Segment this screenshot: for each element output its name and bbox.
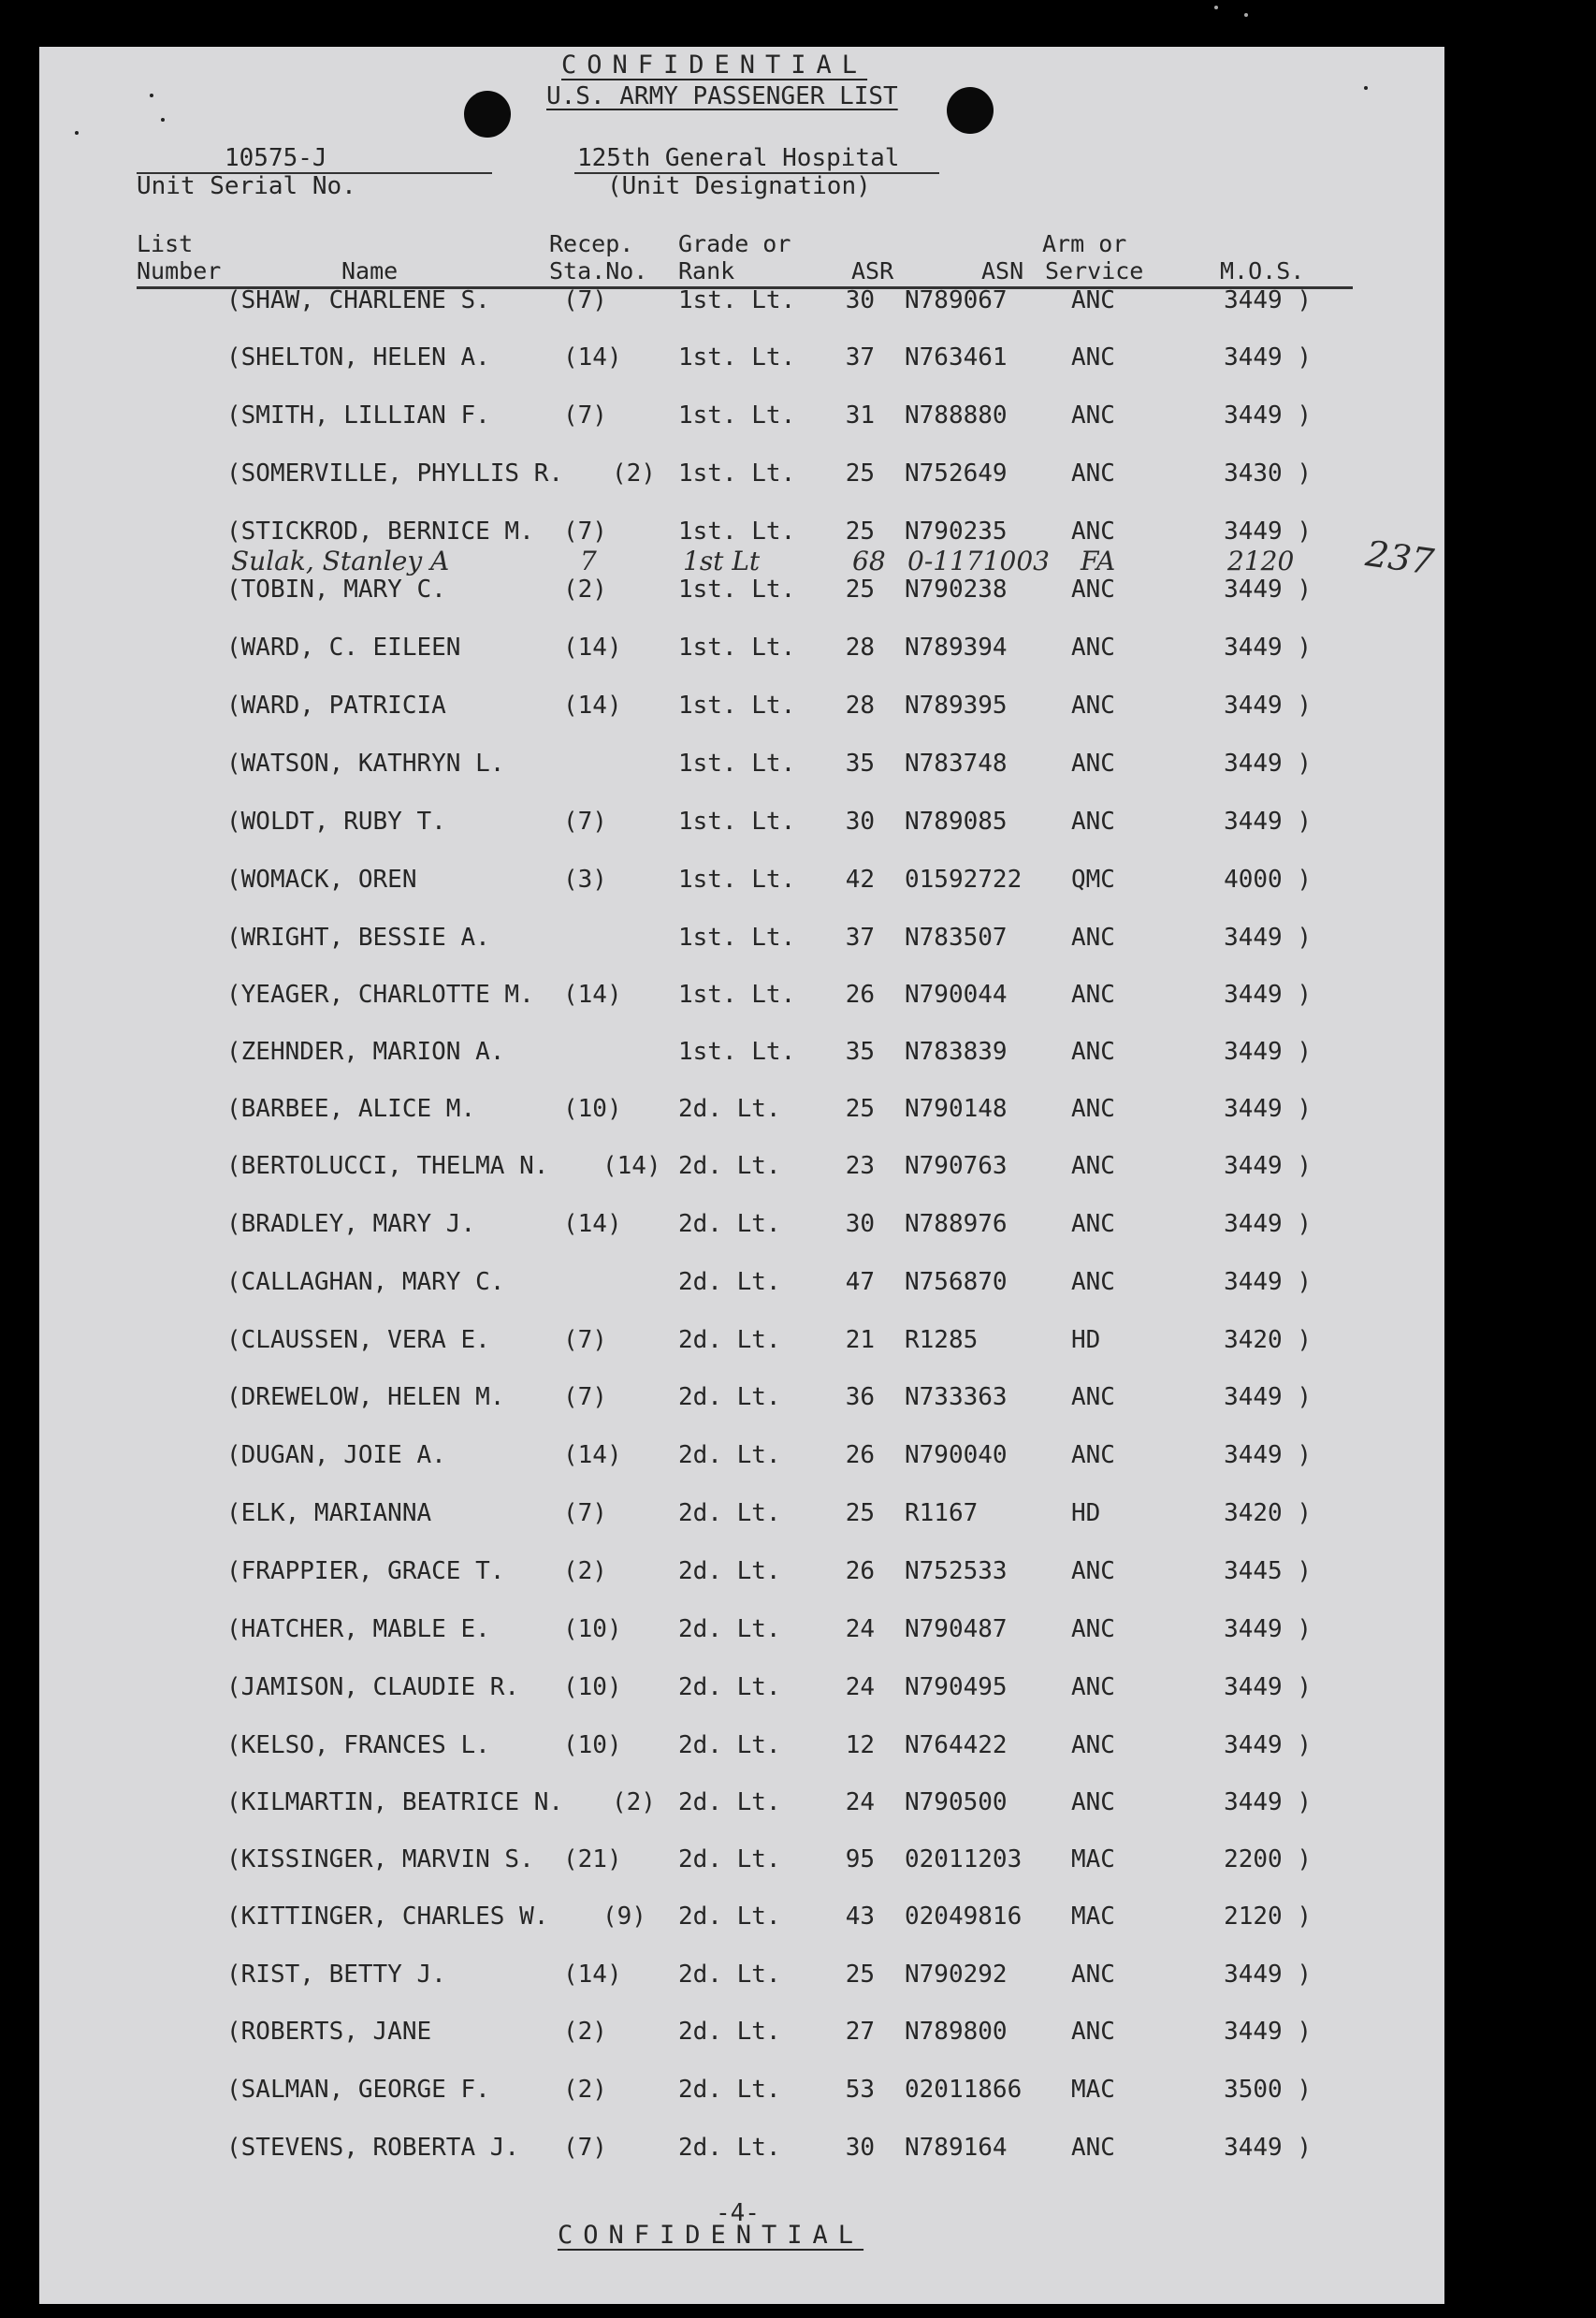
mos-code: 3449 ) (1224, 576, 1312, 604)
col-list-number-line2: Number (137, 257, 222, 284)
rank: 1st. Lt. (678, 750, 796, 778)
asr-score: 25 (845, 1961, 875, 1989)
asn-number: N790235 (905, 518, 1008, 546)
hand-rank: 1st Lt (683, 546, 761, 576)
arm-service: ANC (1071, 808, 1115, 836)
passenger-name: (BERTOLUCCI, THELMA N. (226, 1152, 549, 1180)
rank: 2d. Lt. (678, 1788, 781, 1816)
asr-score: 25 (845, 576, 875, 604)
rank: 2d. Lt. (678, 1615, 781, 1643)
table-row (39, 2076, 1444, 2113)
margin-number: 237 (1363, 532, 1437, 583)
reception-station: (10) (563, 1095, 622, 1123)
reception-station: (3) (563, 866, 607, 894)
mos-code: 2120 ) (1224, 1903, 1312, 1931)
col-arm-line2: Service (1045, 257, 1144, 284)
table-row (39, 1673, 1444, 1711)
passenger-name: (WOMACK, OREN (226, 866, 417, 894)
mos-code: 4000 ) (1224, 866, 1312, 894)
mos-code: 3449 ) (1224, 808, 1312, 836)
passenger-name: (STEVENS, ROBERTA J. (226, 2134, 520, 2162)
arm-service: ANC (1071, 459, 1115, 488)
table-row (39, 1210, 1444, 1247)
arm-service: ANC (1071, 286, 1115, 314)
asr-score: 35 (845, 1038, 875, 1066)
table-row (39, 1326, 1444, 1363)
rank: 1st. Lt. (678, 808, 796, 836)
table-row (39, 286, 1444, 324)
reception-station: (14) (602, 1152, 661, 1180)
asr-score: 21 (845, 1326, 875, 1354)
arm-service: ANC (1071, 576, 1115, 604)
passenger-name: (KISSINGER, MARVIN S. (226, 1845, 534, 1873)
passenger-name: (STICKROD, BERNICE M. (226, 518, 534, 546)
arm-service: MAC (1071, 2076, 1115, 2104)
asr-score: 35 (845, 750, 875, 778)
rank: 2d. Lt. (678, 1557, 781, 1585)
rank: 1st. Lt. (678, 286, 796, 314)
col-asn: ASN (981, 257, 1024, 284)
asr-score: 30 (845, 286, 875, 314)
arm-service: HD (1071, 1499, 1101, 1527)
reception-station: (14) (563, 1210, 622, 1238)
arm-service: ANC (1071, 1038, 1115, 1066)
table-row (39, 1845, 1444, 1883)
table-row (39, 1152, 1444, 1189)
unit-designation-value: 125th General Hospital (577, 144, 900, 172)
unit-designation-label: (Unit Designation) (607, 172, 871, 200)
passenger-name: (KELSO, FRANCES L. (226, 1731, 490, 1759)
asr-score: 27 (845, 2018, 875, 2046)
asr-score: 36 (845, 1383, 875, 1411)
rank: 2d. Lt. (678, 1095, 781, 1123)
mos-code: 3449 ) (1224, 1788, 1312, 1816)
asn-number: N788880 (905, 401, 1008, 430)
dust-speck (1364, 86, 1368, 90)
col-recep-line1: Recep. (549, 230, 634, 257)
table-row (39, 1383, 1444, 1421)
passenger-name: (CLAUSSEN, VERA E. (226, 1326, 490, 1354)
arm-service: ANC (1071, 1615, 1115, 1643)
rank: 2d. Lt. (678, 1845, 781, 1873)
rank: 2d. Lt. (678, 1499, 781, 1527)
mos-code: 3449 ) (1224, 286, 1312, 314)
arm-service: ANC (1071, 750, 1115, 778)
asr-score: 28 (845, 692, 875, 720)
asr-score: 23 (845, 1152, 875, 1180)
arm-service: ANC (1071, 1788, 1115, 1816)
confidential-top: CONFIDENTIAL (561, 51, 868, 80)
asn-number: N752533 (905, 1557, 1008, 1585)
hand-mos: 2120 (1227, 546, 1295, 576)
mos-code: 3500 ) (1224, 2076, 1312, 2104)
table-row (39, 866, 1444, 903)
passenger-name: (JAMISON, CLAUDIE R. (226, 1673, 520, 1701)
asn-number: R1285 (905, 1326, 979, 1354)
passenger-name: (KILMARTIN, BEATRICE N. (226, 1788, 564, 1816)
col-grade-line1: Grade or (678, 230, 791, 257)
table-row (39, 692, 1444, 729)
arm-service: ANC (1071, 343, 1115, 372)
reception-station: (14) (563, 1441, 622, 1469)
table-row (39, 1268, 1444, 1305)
asr-score: 26 (845, 981, 875, 1009)
asn-number: N789800 (905, 2018, 1008, 2046)
document-page (39, 47, 1444, 2304)
punch-hole (947, 87, 994, 134)
table-row (39, 401, 1444, 439)
reception-station: (2) (563, 2076, 607, 2104)
passenger-name: (BARBEE, ALICE M. (226, 1095, 476, 1123)
asn-number: 02011866 (905, 2076, 1023, 2104)
hand-asr: 68 (852, 546, 886, 576)
reception-station: (7) (563, 286, 607, 314)
mos-code: 3449 ) (1224, 750, 1312, 778)
unit-serial-value: 10575-J (225, 144, 327, 172)
col-list-number-line1: List (137, 230, 194, 257)
rank: 2d. Lt. (678, 1268, 781, 1296)
arm-service: ANC (1071, 1731, 1115, 1759)
asr-score: 25 (845, 518, 875, 546)
asr-score: 30 (845, 808, 875, 836)
asn-number: N764422 (905, 1731, 1008, 1759)
table-row (39, 1557, 1444, 1595)
asr-score: 43 (845, 1903, 875, 1931)
mos-code: 3449 ) (1224, 981, 1312, 1009)
arm-service: ANC (1071, 634, 1115, 662)
mos-code: 3449 ) (1224, 2134, 1312, 2162)
reception-station: (7) (563, 401, 607, 430)
rank: 1st. Lt. (678, 1038, 796, 1066)
arm-service: ANC (1071, 924, 1115, 952)
reception-station: (2) (612, 1788, 656, 1816)
rank: 2d. Lt. (678, 1673, 781, 1701)
reception-station: (7) (563, 1326, 607, 1354)
asr-score: 25 (845, 1499, 875, 1527)
reception-station: (2) (612, 459, 656, 488)
asn-number: 01592722 (905, 866, 1023, 894)
mos-code: 3449 ) (1224, 1038, 1312, 1066)
rank: 2d. Lt. (678, 2076, 781, 2104)
asn-number: N790292 (905, 1961, 1008, 1989)
asr-score: 37 (845, 924, 875, 952)
reception-station: (14) (563, 1961, 622, 1989)
col-arm-line1: Arm or (1042, 230, 1127, 257)
dust-speck (161, 118, 165, 122)
arm-service: ANC (1071, 1557, 1115, 1585)
mos-code: 3449 ) (1224, 692, 1312, 720)
mos-code: 3420 ) (1224, 1499, 1312, 1527)
table-row (39, 750, 1444, 787)
table-row (39, 1615, 1444, 1653)
reception-station: (7) (563, 808, 607, 836)
mos-code: 3449 ) (1224, 1152, 1312, 1180)
col-mos: M.O.S. (1220, 257, 1305, 284)
mos-code: 3449 ) (1224, 1615, 1312, 1643)
mos-code: 3449 ) (1224, 1268, 1312, 1296)
rank: 1st. Lt. (678, 576, 796, 604)
arm-service: ANC (1071, 1268, 1115, 1296)
asr-score: 24 (845, 1615, 875, 1643)
mos-code: 3449 ) (1224, 343, 1312, 372)
passenger-name: (FRAPPIER, GRACE T. (226, 1557, 505, 1585)
arm-service: HD (1071, 1326, 1101, 1354)
arm-service: ANC (1071, 2134, 1115, 2162)
mos-code: 3449 ) (1224, 1095, 1312, 1123)
asr-score: 30 (845, 1210, 875, 1238)
reception-station: (10) (563, 1615, 622, 1643)
asn-number: N763461 (905, 343, 1008, 372)
passenger-name: (SOMERVILLE, PHYLLIS R. (226, 459, 564, 488)
mos-code: 3445 ) (1224, 1557, 1312, 1585)
mos-code: 3449 ) (1224, 634, 1312, 662)
passenger-name: (WATSON, KATHRYN L. (226, 750, 505, 778)
table-row (39, 459, 1444, 497)
arm-service: ANC (1071, 1095, 1115, 1123)
mos-code: 2200 ) (1224, 1845, 1312, 1873)
passenger-name: (ROBERTS, JANE (226, 2018, 432, 2046)
list-title: U.S. ARMY PASSENGER LIST (546, 82, 898, 110)
reception-station: (14) (563, 343, 622, 372)
rank: 1st. Lt. (678, 343, 796, 372)
passenger-name: (BRADLEY, MARY J. (226, 1210, 476, 1238)
asr-score: 28 (845, 634, 875, 662)
table-row (39, 1731, 1444, 1769)
page-number: -4- (716, 2199, 760, 2227)
rank: 2d. Lt. (678, 1731, 781, 1759)
asn-number: N783748 (905, 750, 1008, 778)
hand-station: 7 (580, 546, 597, 576)
passenger-name: (RIST, BETTY J. (226, 1961, 446, 1989)
asr-score: 26 (845, 1441, 875, 1469)
arm-service: ANC (1071, 1383, 1115, 1411)
punch-hole (464, 91, 511, 138)
mos-code: 3449 ) (1224, 518, 1312, 546)
asn-number: N752649 (905, 459, 1008, 488)
asr-score: 24 (845, 1788, 875, 1816)
reception-station: (7) (563, 1383, 607, 1411)
asr-score: 12 (845, 1731, 875, 1759)
asn-number: N733363 (905, 1383, 1008, 1411)
rank: 2d. Lt. (678, 1152, 781, 1180)
table-row (39, 924, 1444, 961)
arm-service: ANC (1071, 1441, 1115, 1469)
rank: 2d. Lt. (678, 1326, 781, 1354)
dust-speck (1214, 6, 1218, 9)
col-grade-line2: Rank (678, 257, 735, 284)
asr-score: 25 (845, 459, 875, 488)
hand-name: Sulak, Stanley A (231, 546, 450, 576)
arm-service: ANC (1071, 1210, 1115, 1238)
dust-speck (150, 94, 153, 97)
arm-service: MAC (1071, 1845, 1115, 1873)
asn-number: N789085 (905, 808, 1008, 836)
passenger-name: (DUGAN, JOIE A. (226, 1441, 446, 1469)
reception-station: (14) (563, 634, 622, 662)
passenger-name: (WARD, C. EILEEN (226, 634, 461, 662)
reception-station: (10) (563, 1731, 622, 1759)
arm-service: ANC (1071, 692, 1115, 720)
asr-score: 47 (845, 1268, 875, 1296)
asn-number: N790148 (905, 1095, 1008, 1123)
rank: 2d. Lt. (678, 1903, 781, 1931)
passenger-name: (HATCHER, MABLE E. (226, 1615, 490, 1643)
rank: 1st. Lt. (678, 692, 796, 720)
reception-station: (7) (563, 518, 607, 546)
asr-score: 26 (845, 1557, 875, 1585)
table-row (39, 808, 1444, 845)
rank: 2d. Lt. (678, 2018, 781, 2046)
reception-station: (2) (563, 576, 607, 604)
asn-number: N789164 (905, 2134, 1008, 2162)
asr-score: 24 (845, 1673, 875, 1701)
asn-number: 02011203 (905, 1845, 1023, 1873)
table-row (39, 1788, 1444, 1826)
mos-code: 3449 ) (1224, 1383, 1312, 1411)
arm-service: ANC (1071, 1673, 1115, 1701)
rank: 2d. Lt. (678, 1961, 781, 1989)
mos-code: 3449 ) (1224, 1961, 1312, 1989)
rank: 2d. Lt. (678, 1383, 781, 1411)
passenger-name: (SALMAN, GEORGE F. (226, 2076, 490, 2104)
mos-code: 3430 ) (1224, 459, 1312, 488)
asn-number: N789394 (905, 634, 1008, 662)
col-asr: ASR (851, 257, 894, 284)
passenger-name: (SMITH, LILLIAN F. (226, 401, 490, 430)
table-row (39, 2018, 1444, 2055)
arm-service: ANC (1071, 981, 1115, 1009)
unit-serial-label: Unit Serial No. (137, 172, 356, 200)
asn-number: N783507 (905, 924, 1008, 952)
arm-service: ANC (1071, 401, 1115, 430)
passenger-name: (SHELTON, HELEN A. (226, 343, 490, 372)
table-row (39, 1095, 1444, 1132)
asr-score: 95 (845, 1845, 875, 1873)
table-row (39, 576, 1444, 613)
table-row (39, 1961, 1444, 1998)
rank: 1st. Lt. (678, 634, 796, 662)
passenger-name: (ELK, MARIANNA (226, 1499, 432, 1527)
passenger-name: (DREWELOW, HELEN M. (226, 1383, 505, 1411)
asr-score: 30 (845, 2134, 875, 2162)
reception-station: (9) (602, 1903, 646, 1931)
rank: 1st. Lt. (678, 924, 796, 952)
table-row (39, 1441, 1444, 1479)
rank: 2d. Lt. (678, 2134, 781, 2162)
rank: 2d. Lt. (678, 1441, 781, 1469)
col-recep-line2: Sta.No. (549, 257, 648, 284)
asn-number: N790040 (905, 1441, 1008, 1469)
reception-station: (10) (563, 1673, 622, 1701)
passenger-name: (YEAGER, CHARLOTTE M. (226, 981, 534, 1009)
reception-station: (7) (563, 1499, 607, 1527)
dust-speck (75, 131, 79, 135)
asn-number: N790495 (905, 1673, 1008, 1701)
reception-station: (2) (563, 2018, 607, 2046)
passenger-name: (CALLAGHAN, MARY C. (226, 1268, 505, 1296)
rank: 1st. Lt. (678, 866, 796, 894)
rank: 1st. Lt. (678, 459, 796, 488)
reception-station: (14) (563, 981, 622, 1009)
confidential-bottom: CONFIDENTIAL (558, 2221, 864, 2250)
arm-service: MAC (1071, 1903, 1115, 1931)
hand-asn: 0-1171003 (907, 546, 1050, 576)
arm-service: QMC (1071, 866, 1115, 894)
asr-score: 53 (845, 2076, 875, 2104)
arm-service: ANC (1071, 1961, 1115, 1989)
table-row (39, 981, 1444, 1018)
mos-code: 3449 ) (1224, 1441, 1312, 1469)
passenger-name: (TOBIN, MARY C. (226, 576, 446, 604)
asr-score: 37 (845, 343, 875, 372)
rank: 2d. Lt. (678, 1210, 781, 1238)
arm-service: ANC (1071, 1152, 1115, 1180)
reception-station: (21) (563, 1845, 622, 1873)
asn-number: 02049816 (905, 1903, 1023, 1931)
rank: 1st. Lt. (678, 401, 796, 430)
table-row (39, 1038, 1444, 1075)
table-row (39, 343, 1444, 381)
asn-number: N756870 (905, 1268, 1008, 1296)
hand-arm: FA (1081, 546, 1116, 576)
mos-code: 3420 ) (1224, 1326, 1312, 1354)
mos-code: 3449 ) (1224, 924, 1312, 952)
asn-number: N790238 (905, 576, 1008, 604)
table-row (39, 2134, 1444, 2171)
passenger-name: (KITTINGER, CHARLES W. (226, 1903, 549, 1931)
passenger-name: (ZEHNDER, MARION A. (226, 1038, 505, 1066)
rank: 1st. Lt. (678, 518, 796, 546)
col-name: Name (341, 257, 399, 284)
mos-code: 3449 ) (1224, 2018, 1312, 2046)
mos-code: 3449 ) (1224, 1210, 1312, 1238)
passenger-name: (WRIGHT, BESSIE A. (226, 924, 490, 952)
table-row (39, 1903, 1444, 1940)
asn-number: N790500 (905, 1788, 1008, 1816)
passenger-name: (WOLDT, RUBY T. (226, 808, 446, 836)
table-row (39, 1499, 1444, 1537)
reception-station: (7) (563, 2134, 607, 2162)
arm-service: ANC (1071, 518, 1115, 546)
asn-number: N783839 (905, 1038, 1008, 1066)
mos-code: 3449 ) (1224, 401, 1312, 430)
asn-number: R1167 (905, 1499, 979, 1527)
mos-code: 3449 ) (1224, 1673, 1312, 1701)
arm-service: ANC (1071, 2018, 1115, 2046)
passenger-name: (WARD, PATRICIA (226, 692, 446, 720)
asn-number: N790044 (905, 981, 1008, 1009)
asn-number: N790763 (905, 1152, 1008, 1180)
mos-code: 3449 ) (1224, 1731, 1312, 1759)
reception-station: (2) (563, 1557, 607, 1585)
asn-number: N790487 (905, 1615, 1008, 1643)
asr-score: 25 (845, 1095, 875, 1123)
dust-speck (1244, 13, 1248, 17)
asn-number: N789395 (905, 692, 1008, 720)
rank: 1st. Lt. (678, 981, 796, 1009)
table-row (39, 634, 1444, 671)
asr-score: 31 (845, 401, 875, 430)
reception-station: (14) (563, 692, 622, 720)
asn-number: N789067 (905, 286, 1008, 314)
asn-number: N788976 (905, 1210, 1008, 1238)
passenger-name: (SHAW, CHARLENE S. (226, 286, 490, 314)
asr-score: 42 (845, 866, 875, 894)
